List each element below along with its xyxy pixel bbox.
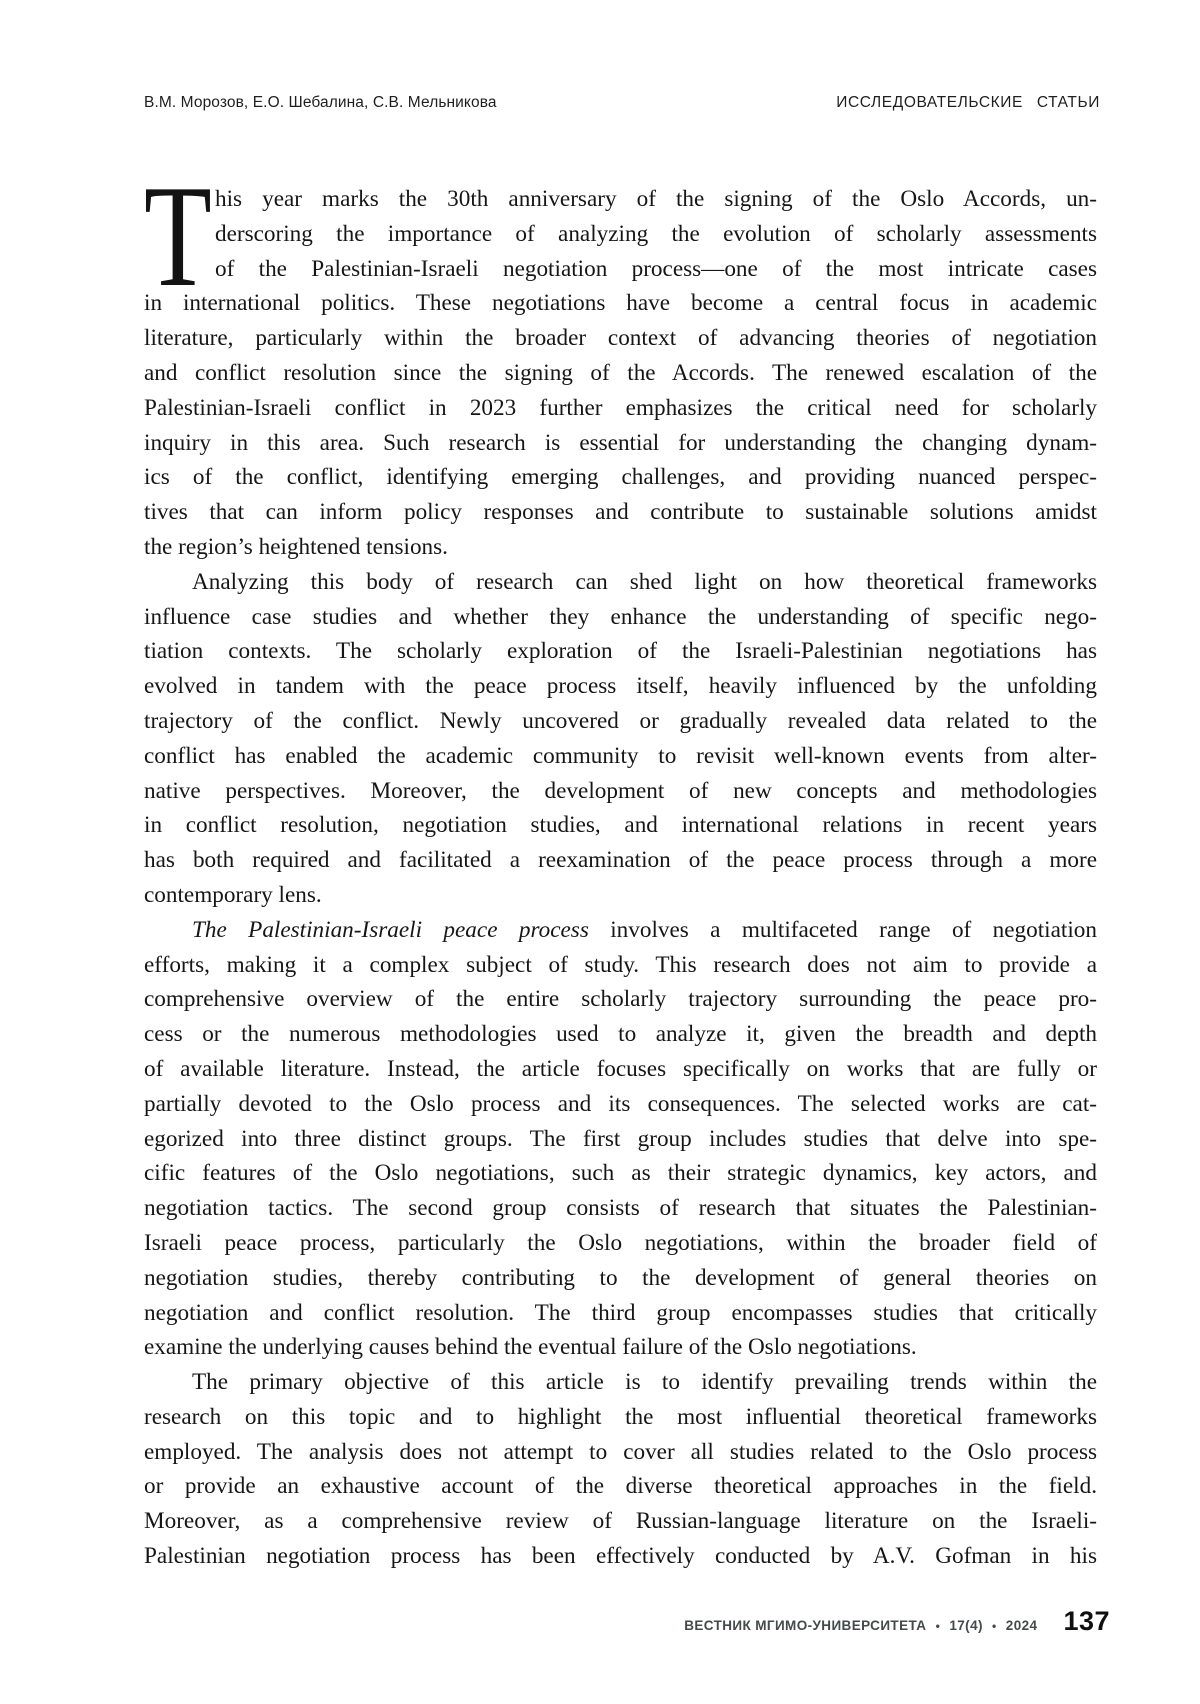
- text-line: has both required and facilitated a reexamination of the peace process through a more: [144, 847, 1097, 874]
- text-line: trajectory of the conflict. Newly uncovered or gradually revealed data related to the: [144, 707, 1097, 734]
- text-line: of available literature. Instead, the article focuses specifically on works that are fully or: [144, 1055, 1097, 1082]
- text-line: tives that can inform policy responses and contribute to sustainable solutions amidst: [144, 499, 1097, 526]
- text-line: research on this topic and to highlight the most influential theoretical frameworks: [144, 1403, 1097, 1430]
- running-head: [144, 94, 1100, 112]
- article-body: [144, 155, 1097, 1574]
- page-footer: [144, 1606, 1110, 1637]
- bullet-separator: •: [992, 1619, 997, 1633]
- text-line: of the Palestinian-Israeli negotiation process—one of the most intricate cases: [215, 255, 1097, 282]
- journal-issue: 17(4): [949, 1618, 983, 1633]
- text-line: Moreover, as a comprehensive review of Russian-language literature on the Israeli-: [144, 1508, 1097, 1535]
- text-line: native perspectives. Moreover, the development of new concepts and methodologies: [144, 777, 1097, 804]
- bullet-separator: •: [935, 1619, 941, 1633]
- text-line: cess or the numerous methodologies used to analyze it, given the breadth and depth: [144, 1021, 1097, 1048]
- paragraph: [144, 565, 1097, 913]
- paragraph: [144, 155, 1097, 565]
- text-line: Palestinian negotiation process has been effectively conducted by A.V. Gofman in his: [144, 1543, 1097, 1570]
- header-section-title: ИССЛЕДОВАТЕЛЬСКИЕ СТАТЬИ: [836, 94, 1100, 111]
- text-line: Analyzing this body of research can shed light on how theoretical frameworks: [192, 568, 1097, 595]
- drop-cap: T: [144, 155, 212, 317]
- text-line: the region’s heightened tensions.: [144, 533, 448, 560]
- italic-phrase: The Palestinian-Israeli peace process: [192, 916, 589, 943]
- text-line: partially devoted to the Oslo process and its consequences. The selected works are cat-: [144, 1090, 1097, 1117]
- text-line: ics of the conflict, identifying emerging challenges, and providing nuanced perspec-: [144, 464, 1097, 491]
- header-authors: В.М. Морозов, Е.О. Шебалина, С.В. Мельникова: [144, 94, 497, 111]
- text-line: employed. The analysis does not attempt to cover all studies related to the Oslo process: [144, 1438, 1097, 1465]
- text-line: contemporary lens.: [144, 881, 322, 908]
- text-line: tiation contexts. The scholarly exploration of the Israeli-Palestinian negotiations has: [144, 638, 1097, 665]
- text-line: conflict has enabled the academic community to revisit well-known events from alter-: [144, 742, 1097, 769]
- text-line: egorized into three distinct groups. The first group includes studies that delve into spe-: [144, 1125, 1097, 1152]
- journal-title: ВЕСТНИК МГИМО-УНИВЕРСИТЕТА: [684, 1618, 927, 1633]
- text-line: derscoring the importance of analyzing the evolution of scholarly assessments: [215, 220, 1097, 247]
- text-line: his year marks the 30th anniversary of the signing of the Oslo Accords, un-: [215, 186, 1097, 212]
- text-line: negotiation tactics. The second group consists of research that situates the Palestinian-: [144, 1195, 1097, 1222]
- text-line: literature, particularly within the broader context of advancing theories of negotiation: [144, 325, 1097, 352]
- text-line: comprehensive overview of the entire scholarly trajectory surrounding the peace pro-: [144, 986, 1097, 1013]
- text-line: evolved in tandem with the peace process itself, heavily influenced by the unfolding: [144, 673, 1097, 700]
- text-line: The Palestinian-Israeli peace process involves a multifaceted range of negotiation: [192, 916, 1097, 943]
- text-line: or provide an exhaustive account of the diverse theoretical approaches in the field.: [144, 1473, 1097, 1500]
- text-line: cific features of the Oslo negotiations, such as their strategic dynamics, key actors, and: [144, 1160, 1097, 1187]
- paragraph: [144, 913, 1097, 1365]
- text-line: Israeli peace process, particularly the Oslo negotiations, within the broader field of: [144, 1229, 1097, 1256]
- text-line: The primary objective of this article is to identify prevailing trends within the: [192, 1369, 1097, 1396]
- text-line: in international politics. These negotiations have become a central focus in academic: [144, 290, 1097, 317]
- text-line: Palestinian-Israeli conflict in 2023 further emphasizes the critical need for scholarly: [144, 394, 1097, 421]
- footer-journal-line: [684, 1618, 1037, 1633]
- text-line: negotiation studies, thereby contributing to the development of general theories on: [144, 1264, 1097, 1291]
- text-line: efforts, making it a complex subject of study. This research does not aim to provide a: [144, 951, 1097, 978]
- text-line: inquiry in this area. Such research is essential for understanding the changing dynam-: [144, 429, 1097, 456]
- text-line: in conflict resolution, negotiation studies, and international relations in recent years: [144, 812, 1097, 839]
- page-number: 137: [1063, 1606, 1110, 1636]
- text-line: negotiation and conflict resolution. The third group encompasses studies that critically: [144, 1299, 1097, 1326]
- text-line: and conflict resolution since the signing of the Accords. The renewed escalation of the: [144, 359, 1097, 386]
- paragraph: [144, 1365, 1097, 1574]
- journal-year: 2024: [1005, 1618, 1038, 1633]
- text-line: examine the underlying causes behind the eventual failure of the Oslo negotiations.: [144, 1334, 917, 1361]
- text-line: influence case studies and whether they enhance the understanding of specific nego-: [144, 603, 1097, 630]
